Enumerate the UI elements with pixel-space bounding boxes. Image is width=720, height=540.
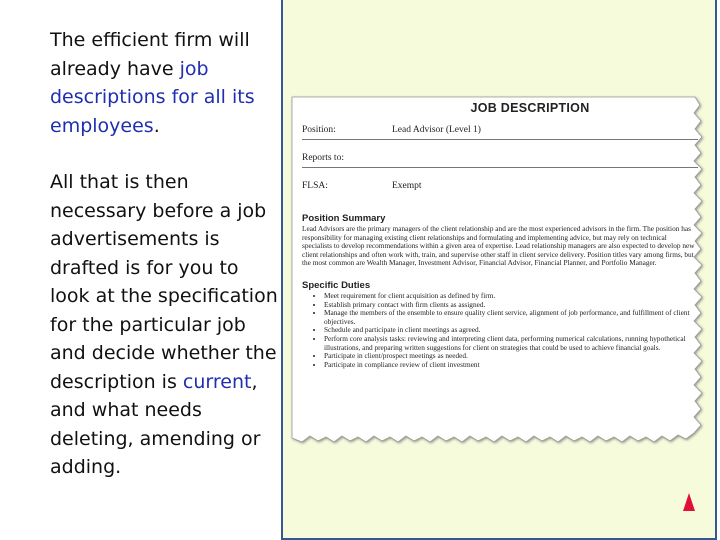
intro-highlight: job descriptions for all its employees bbox=[50, 57, 255, 137]
field-row-flsa bbox=[302, 168, 698, 195]
field-value: Exempt bbox=[392, 181, 422, 191]
slide-body-text bbox=[50, 26, 278, 482]
triangle-up-icon[interactable] bbox=[683, 493, 695, 511]
list-item: • Establish primary contact with firm clients as assigned. bbox=[324, 301, 698, 310]
intro-text: The efficient firm will already have bbox=[50, 29, 250, 80]
list-item: • Perform core analysis tasks: reviewing and interpreting client data, performing numerical calculations, running hypothetical illustrations, and preparing written suggestions for client on strategies that could be used to achieve financial goals. bbox=[324, 335, 698, 352]
list-item: • Manage the members of the ensemble to ensure quality client service, alignment of job performance, and fulfillment of client objectives. bbox=[324, 309, 698, 326]
list-item: • Participate in client/prospect meetings as needed. bbox=[324, 352, 698, 361]
document-title: JOB DESCRIPTION bbox=[470, 101, 590, 115]
list-item: • Meet requirement for client acquisition as defined by firm. bbox=[324, 292, 698, 301]
field-row-reports-to bbox=[302, 140, 698, 168]
field-label: Position: bbox=[302, 125, 336, 135]
instruction-text: All that is then necessary before a job advertisements is drafted is for you to look at the specification for the particular job and decide whether the description is bbox=[50, 171, 278, 393]
intro-end: . bbox=[153, 114, 160, 137]
duties-heading: Specific Duties bbox=[302, 279, 371, 291]
field-label: Reports to: bbox=[302, 153, 344, 163]
paragraph-instruction bbox=[50, 168, 278, 482]
field-value bbox=[392, 152, 698, 164]
field-value: Lead Advisor (Level 1) bbox=[392, 125, 481, 135]
summary-text: Lead Advisors are the primary managers of the client relationship and are the most experienced advisors in the firm. The position has responsibility for managing existing client relationships and formulating and implementing advice, but may rely on technical specialists to develop recommendations within a given area of expertise. Lead relationship managers are also expected to develop new client relationships and often work with, train, and supervise other staff in client service delivery. Position titles vary among firms, but the most common are Wealth Manager, Investment Advisor, Financial Advisor, Financial Planner, and Portfolio Manager. bbox=[302, 224, 695, 268]
field-label: FLSA: bbox=[302, 181, 328, 191]
field-row-position bbox=[302, 121, 698, 140]
summary-heading: Position Summary bbox=[302, 213, 386, 224]
job-description-document bbox=[290, 95, 708, 447]
list-item: • Participate in compliance review of client investment bbox=[324, 361, 698, 370]
paragraph-intro bbox=[50, 26, 278, 140]
duties-list bbox=[302, 292, 698, 369]
list-item: • Schedule and participate in client meetings as agreed. bbox=[324, 326, 698, 335]
instruction-end: , and what needs deleting, amending or adding. bbox=[50, 370, 261, 478]
document-content bbox=[302, 101, 698, 369]
instruction-highlight: current bbox=[182, 370, 252, 393]
